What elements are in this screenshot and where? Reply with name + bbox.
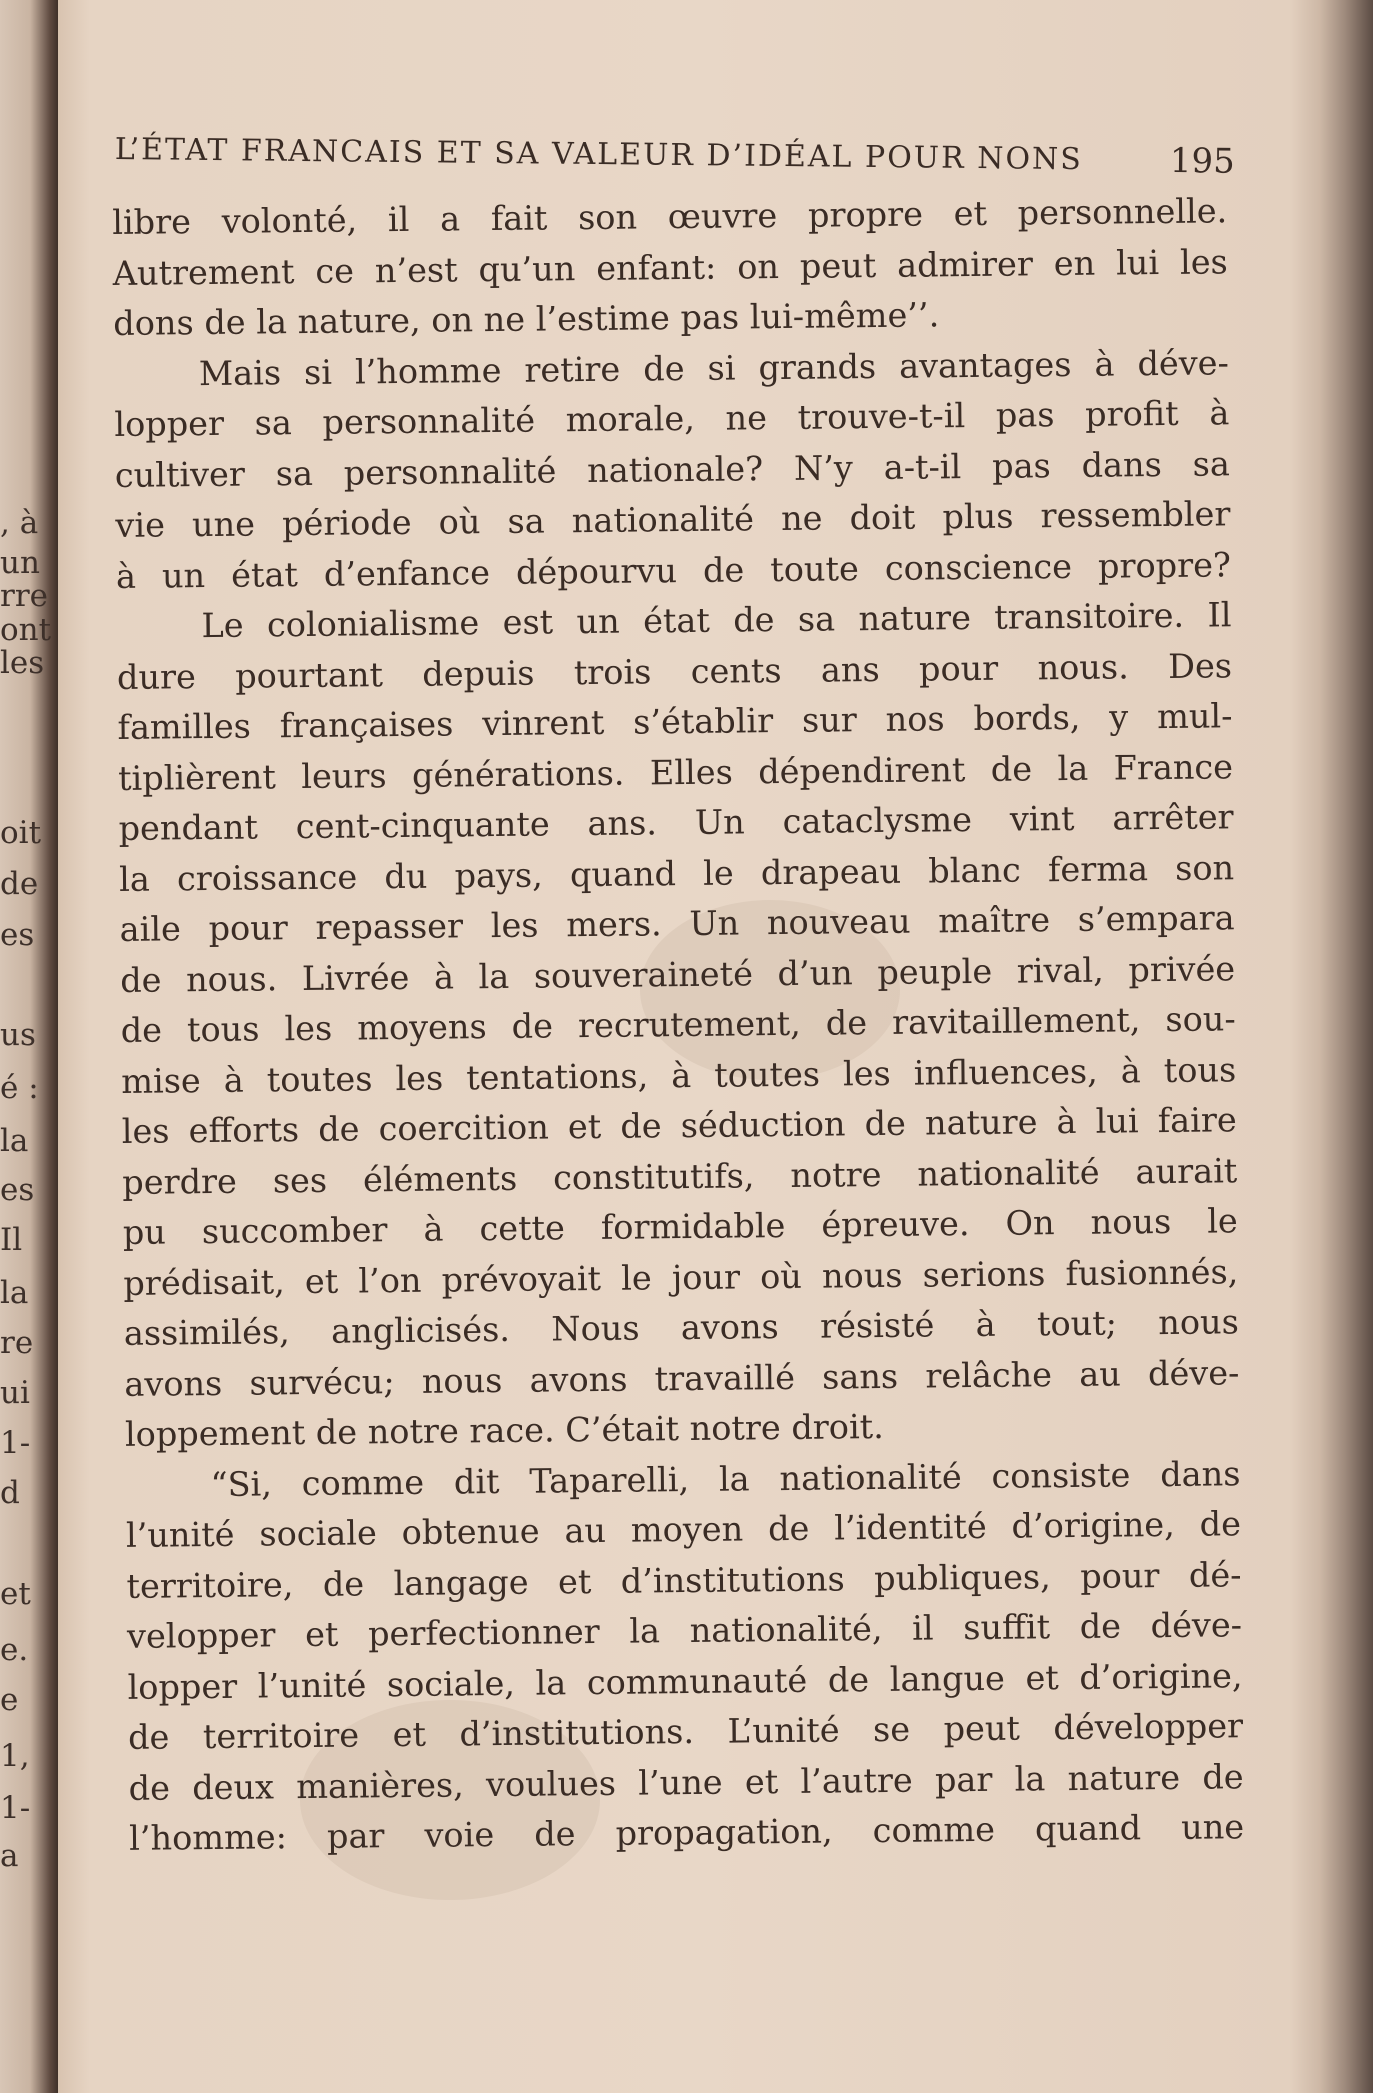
margin-fragment: la bbox=[0, 1123, 29, 1159]
margin-fragment: les bbox=[0, 645, 45, 681]
text-line: aile pour repasser les mers. Un nouveau maître s’empara bbox=[119, 898, 1235, 949]
text-line: Mais si l’homme retire de si grands avantages à déve- bbox=[198, 342, 1229, 393]
text-line: lopper l’unité sociale, la communauté de langue et d’origine, bbox=[127, 1655, 1243, 1707]
text-line: avons survécu; nous avons travaillé sans relâche au déve- bbox=[124, 1352, 1240, 1404]
text-line: à un état d’enfance dépourvu de toute conscience propre? bbox=[115, 544, 1232, 596]
text-line: de deux manières, voulues l’une et l’autre par la nature de bbox=[128, 1756, 1244, 1808]
text-line: vie une période où sa nationalité ne doit plus ressembler bbox=[115, 494, 1231, 545]
text-line: territoire, de langage et d’institutions publiques, pour dé- bbox=[126, 1554, 1242, 1606]
previous-page-fragments bbox=[0, 0, 50, 2093]
margin-fragment: rre bbox=[0, 578, 48, 614]
margin-fragment: et bbox=[0, 1576, 31, 1612]
text-line: prédisait, et l’on prévoyait le jour où nous serions fusionnés, bbox=[123, 1251, 1239, 1303]
text-line: l’unité sociale obtenue au moyen de l’identité d’origine, de bbox=[125, 1504, 1242, 1555]
margin-fragment: 1, bbox=[0, 1738, 30, 1774]
text-line: libre volonté, il a fait son œuvre propre et personnelle. bbox=[112, 191, 1228, 242]
margin-fragment: de bbox=[0, 866, 39, 902]
margin-fragment: ui bbox=[0, 1375, 30, 1411]
text-line: dons de la nature, on ne l’estime pas lui-même’’. bbox=[113, 295, 940, 343]
margin-fragment: e bbox=[0, 1682, 19, 1718]
margin-fragment: re bbox=[0, 1325, 34, 1361]
text-line: Le colonialisme est un état de sa nature transitoire. Il bbox=[201, 595, 1232, 646]
margin-fragment: es bbox=[0, 917, 35, 953]
text-line: de territoire et d’institutions. L’unité se peut développer bbox=[127, 1706, 1244, 1757]
text-line: cultiver sa personnalité nationale? N’y a-t-il pas dans sa bbox=[114, 443, 1231, 495]
body-text bbox=[112, 186, 1244, 1864]
margin-fragment: ont bbox=[0, 612, 52, 648]
text-line: de nous. Livrée à la souveraineté d’un peuple rival, privée bbox=[119, 948, 1236, 1000]
text-line: familles françaises vinrent s’établir sur nos bords, y mul- bbox=[117, 696, 1233, 747]
text-line: l’homme: par voie de propagation, comme quand une bbox=[128, 1807, 1245, 1858]
text-line: loppement de notre race. C’était notre droit. bbox=[124, 1406, 884, 1454]
margin-fragment: 1- bbox=[0, 1425, 31, 1461]
margin-fragment: e. bbox=[0, 1632, 29, 1668]
page-number: 195 bbox=[1169, 141, 1235, 182]
text-line: de tous les moyens de recrutement, de ravitaillement, sou- bbox=[120, 999, 1236, 1050]
text-line: velopper et perfectionner la nationalité, il suffit de déve- bbox=[126, 1605, 1243, 1656]
text-line: pendant cent-cinquante ans. Un cataclysme vint arrêter bbox=[118, 797, 1234, 848]
text-line: Autrement ce n’est qu’un enfant: on peut admirer en lui les bbox=[112, 241, 1228, 293]
margin-fragment: la bbox=[0, 1275, 29, 1311]
text-line: tiplièrent leurs générations. Elles dépendirent de la France bbox=[117, 746, 1234, 798]
text-line: pu succomber à cette formidable épreuve. On nous le bbox=[122, 1201, 1238, 1252]
margin-fragment: d bbox=[0, 1475, 20, 1511]
margin-fragment: a bbox=[0, 1838, 19, 1874]
page-header bbox=[114, 132, 1234, 194]
text-line: perdre ses éléments constitutifs, notre nationalité aurait bbox=[122, 1150, 1238, 1202]
text-line: “Si, comme dit Taparelli, la nationalité consiste dans bbox=[210, 1453, 1241, 1504]
margin-fragment: 1- bbox=[0, 1790, 31, 1826]
text-line: lopper sa personnalité morale, ne trouve-t-il pas profit à bbox=[114, 393, 1230, 444]
text-line: dure pourtant depuis trois cents ans pour nous. Des bbox=[116, 645, 1233, 697]
margin-fragment: é : bbox=[0, 1070, 39, 1106]
text-line: mise à toutes les tentations, à toutes les influences, à tous bbox=[121, 1049, 1237, 1101]
margin-fragment: un bbox=[0, 545, 40, 581]
margin-fragment: es bbox=[0, 1172, 35, 1208]
margin-fragment: , à bbox=[0, 505, 39, 541]
running-head: L’ÉTAT FRANCAIS ET SA VALEUR D’IDÉAL POUR NONS bbox=[114, 132, 1084, 178]
margin-fragment: oit bbox=[0, 815, 42, 851]
text-line: les efforts de coercition et de séduction de nature à lui faire bbox=[121, 1100, 1237, 1151]
text-line: assimilés, anglicisés. Nous avons résisté à tout; nous bbox=[123, 1302, 1240, 1353]
text-line: la croissance du pays, quand le drapeau blanc ferma son bbox=[118, 847, 1235, 899]
margin-fragment: us bbox=[0, 1017, 36, 1053]
margin-fragment: Il bbox=[0, 1222, 23, 1258]
